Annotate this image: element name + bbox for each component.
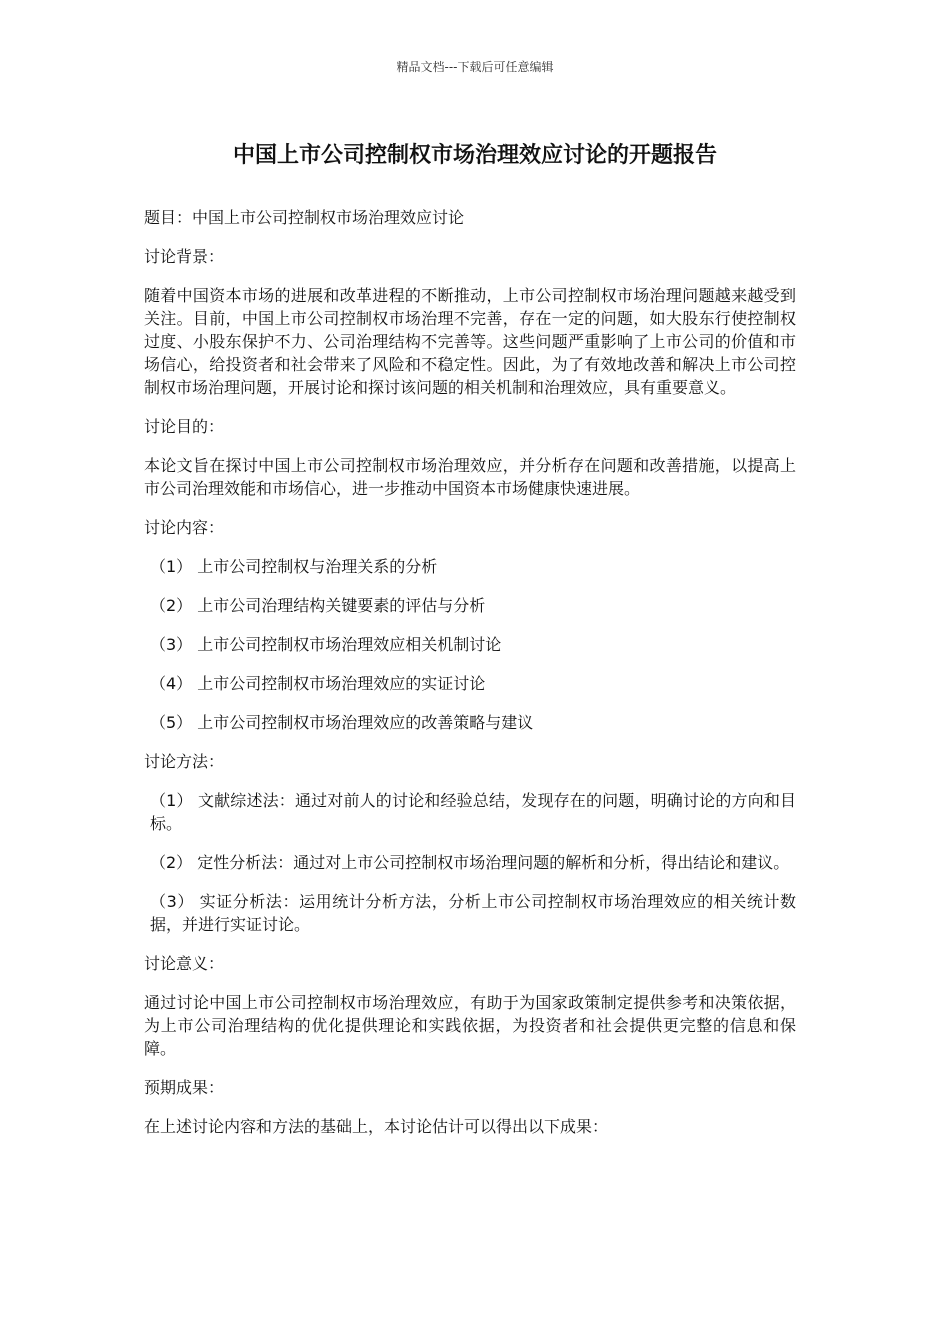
significance-paragraph: 通过讨论中国上市公司控制权市场治理效应，有助于为国家政策制定提供参考和决策依据，为上市公司治理结构的优化提供理论和实践依据，为投资者和社会提供更完整的信息和保障。 [144,993,796,1058]
expected-results-paragraph: 在上述讨论内容和方法的基础上，本讨论估计可以得出以下成果： [144,1117,609,1136]
topic-line: 题目：中国上市公司控制权市场治理效应讨论 [144,208,465,227]
methods-item-1: （1） 文献综述法：通过对前人的讨论和经验总结，发现存在的问题，明确讨论的方向和目标。 [150,791,796,833]
contents-heading: 讨论内容： [144,518,225,537]
document-title: 中国上市公司控制权市场治理效应讨论的开题报告 [232,143,717,168]
background-paragraph: 随着中国资本市场的进展和改革进程的不断推动，上市公司控制权市场治理问题越来越受到关注。目前，中国上市公司控制权市场治理不完善，存在一定的问题，如大股东行使控制权过度、小股东保护不力、公司治理结构不完善等。这些问题严重影响了上市公司的价值和市场信心，给投资者和社会带来了风险和不稳定性。因此，为了有效地改善和解决上市公司控制权市场治理问题，开展讨论和探讨该问题的相关机制和治理效应，具有重要意义。 [144,286,796,397]
contents-item-3: （3） 上市公司控制权市场治理效应相关机制讨论 [150,635,502,654]
header-note: 精品文档---下载后可任意编辑 [396,60,554,74]
expected-results-heading: 预期成果： [144,1078,225,1097]
purpose-heading: 讨论目的： [144,417,225,436]
contents-item-1: （1） 上市公司控制权与治理关系的分析 [150,557,438,576]
document-body [144,206,796,1154]
contents-item-2: （2） 上市公司治理结构关键要素的评估与分析 [150,596,486,615]
purpose-paragraph: 本论文旨在探讨中国上市公司控制权市场治理效应，并分析存在问题和改善措施，以提高上市公司治理效能和市场信心，进一步推动中国资本市场健康快速进展。 [144,456,796,498]
methods-item-2: （2） 定性分析法：通过对上市公司控制权市场治理问题的解析和分析，得出结论和建议。 [150,853,790,872]
methods-item-3: （3） 实证分析法：运用统计分析方法，分析上市公司控制权市场治理效应的相关统计数据，并进行实证讨论。 [150,892,796,934]
background-heading: 讨论背景： [144,247,225,266]
contents-item-5: （5） 上市公司控制权市场治理效应的改善策略与建议 [150,713,534,732]
methods-heading: 讨论方法： [144,752,225,771]
contents-item-4: （4） 上市公司控制权市场治理效应的实证讨论 [150,674,486,693]
significance-heading: 讨论意义： [144,954,225,973]
